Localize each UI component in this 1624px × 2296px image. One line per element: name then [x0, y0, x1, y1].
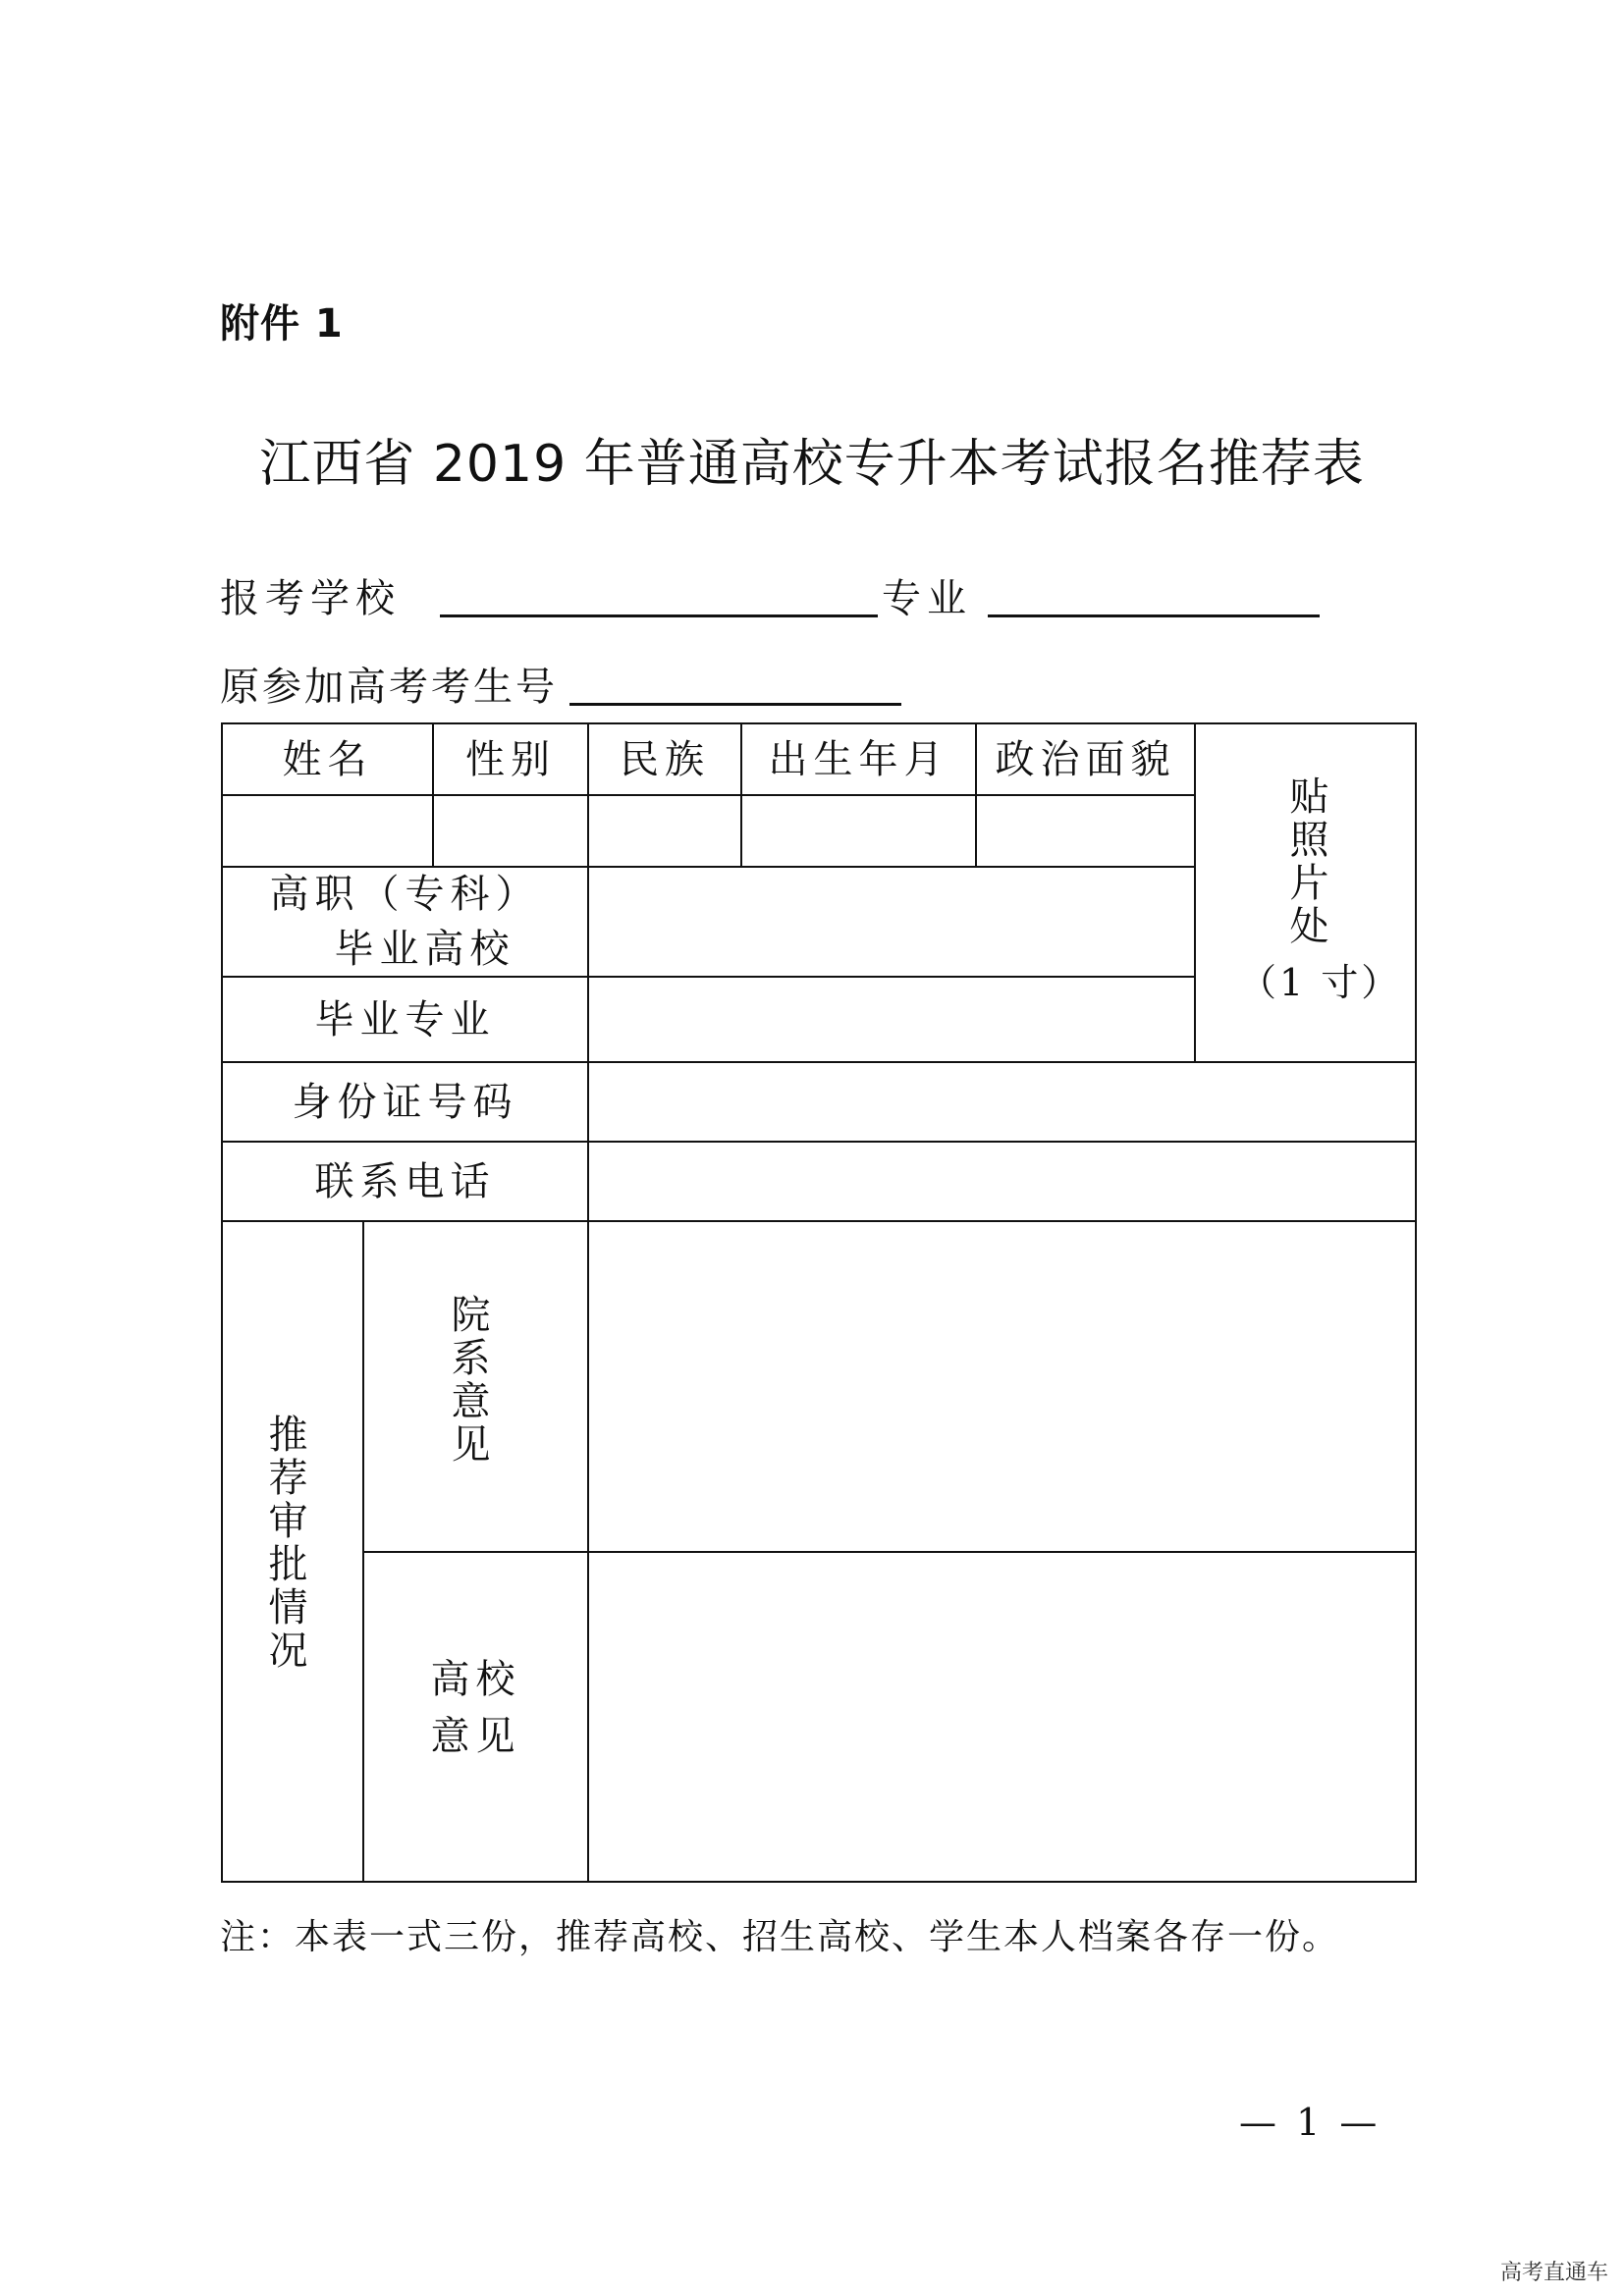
- ethnicity-input-cell[interactable]: [589, 796, 740, 866]
- header-name: 姓名: [282, 736, 373, 782]
- phone-input-cell[interactable]: [589, 1143, 1415, 1220]
- school-opinion-label-line1: 高校: [430, 1657, 521, 1702]
- school-opinion-input-cell[interactable]: [589, 1553, 1415, 1881]
- grad-school-label-cell: [223, 868, 587, 976]
- table-border-right: [1415, 722, 1417, 1883]
- major-field[interactable]: [988, 614, 1320, 617]
- id-number-label: 身份证号码: [292, 1079, 518, 1125]
- grad-major-input-cell[interactable]: [589, 978, 1194, 1061]
- school-label: 报考学校: [220, 576, 401, 621]
- table-line: [362, 1220, 364, 1883]
- grad-school-label-line1: 高职（专科）: [269, 872, 541, 917]
- photo-box-size: （1 寸）: [1239, 961, 1402, 1004]
- name-input-cell[interactable]: [223, 796, 432, 866]
- major-label: 专业: [882, 576, 972, 621]
- watermark: 高考直通车: [1499, 2261, 1608, 2285]
- header-ethnicity: 民族: [620, 736, 710, 782]
- table-border-bottom: [221, 1881, 1417, 1883]
- photo-area[interactable]: [1196, 724, 1415, 1061]
- school-field[interactable]: [440, 614, 878, 617]
- school-opinion-label-cell: [364, 1649, 587, 1767]
- exam-no-field[interactable]: [569, 703, 901, 706]
- header-political-status: 政治面貌: [995, 736, 1176, 782]
- approval-section-label: 推荐审批情况: [262, 1414, 307, 1673]
- gender-input-cell[interactable]: [434, 796, 587, 866]
- grad-school-label-line2: 毕业高校: [334, 927, 515, 972]
- exam-no-label: 原参加高考考生号: [220, 665, 558, 710]
- page-number: — 1 —: [1239, 2101, 1381, 2144]
- id-number-input-cell[interactable]: [589, 1063, 1415, 1141]
- phone-label: 联系电话: [314, 1158, 496, 1204]
- birth-date-input-cell[interactable]: [742, 796, 975, 866]
- dept-opinion-input-cell[interactable]: [589, 1222, 1415, 1551]
- footnote: 注：本表一式三份，推荐高校、招生高校、学生本人档案各存一份。: [220, 1917, 1340, 1957]
- attachment-label: 附件 1: [220, 301, 344, 347]
- form-title: 江西省 2019 年普通高校专升本考试报名推荐表: [259, 435, 1365, 494]
- header-gender: 性别: [465, 736, 556, 782]
- photo-box-label: 贴照片处: [1283, 775, 1328, 948]
- school-opinion-label-line2: 意见: [430, 1714, 521, 1759]
- dept-opinion-label: 院系意见: [445, 1294, 490, 1467]
- header-birth-date: 出生年月: [768, 736, 949, 782]
- grad-school-input-cell[interactable]: [589, 868, 1194, 976]
- grad-major-label: 毕业专业: [314, 996, 496, 1042]
- political-status-input-cell[interactable]: [977, 796, 1194, 866]
